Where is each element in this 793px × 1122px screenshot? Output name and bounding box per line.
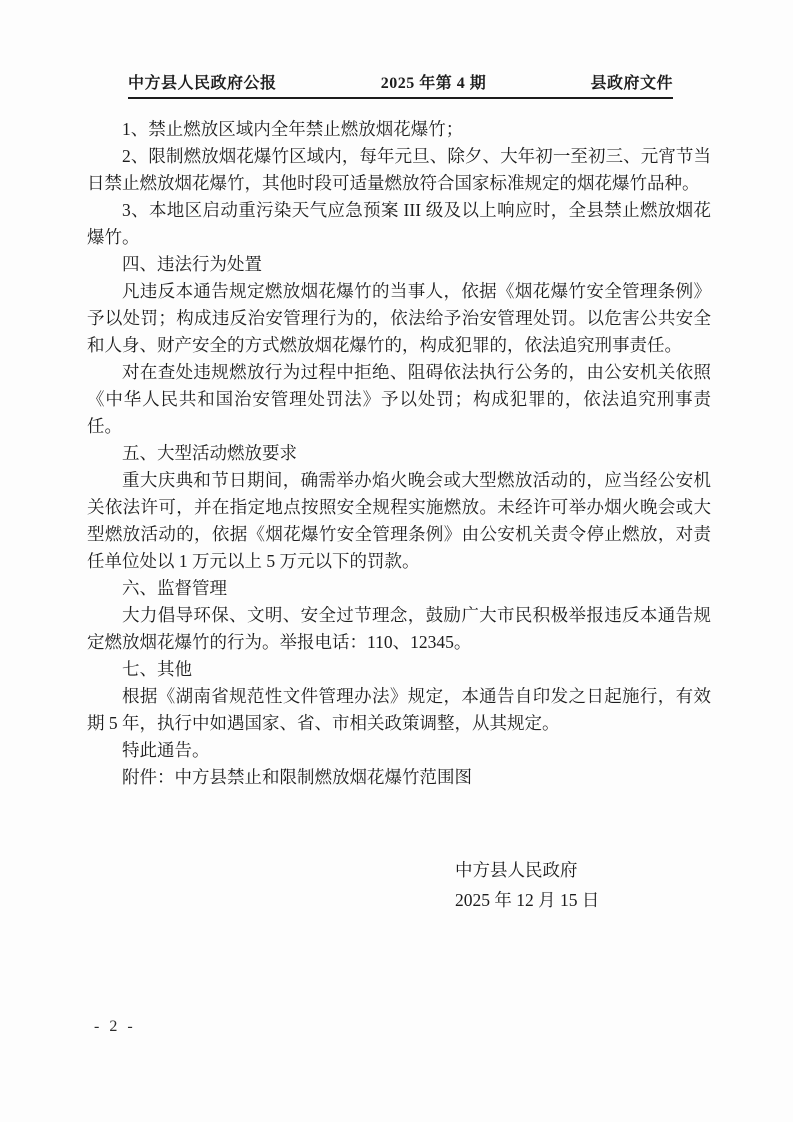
page-header — [128, 70, 673, 99]
signature-block — [455, 855, 711, 915]
section-heading: 五、大型活动燃放要求 — [122, 443, 297, 463]
list-item: 1、禁止燃放区域内全年禁止燃放烟花爆竹； — [122, 119, 464, 139]
closing-line: 特此通告。 — [122, 740, 210, 760]
paragraph: 凡违反本通告规定燃放烟花爆竹的当事人，依据《烟花爆竹安全管理条例》予以处罚；构成违反治安管理行为的，依法给予治安管理处罚。以危害公共安全和人身、财产安全的方式燃放烟花爆竹的，构成犯罪的，依法追究刑事责任。 — [87, 281, 711, 355]
list-item: 2、限制燃放烟花爆竹区域内，每年元旦、除夕、大年初一至初三、元宵节当日禁止燃放烟花爆竹，其他时段可适量燃放符合国家标准规定的烟花爆竹品种。 — [87, 146, 711, 193]
section-heading: 四、违法行为处置 — [122, 254, 262, 274]
header-gazette-title: 中方县人民政府公报 — [128, 75, 277, 92]
paragraph: 大力倡导环保、文明、安全过节理念，鼓励广大市民积极举报违反本通告规定燃放烟花爆竹的行为。举报电话：110、12345。 — [87, 605, 711, 652]
signature-date: 2025 年 12 月 15 日 — [455, 890, 600, 910]
paragraph: 对在查处违规燃放行为过程中拒绝、阻碍依法执行公务的，由公安机关依照《中华人民共和国治安管理处罚法》予以处罚；构成犯罪的，依法追究刑事责任。 — [87, 362, 711, 436]
signature-issuer: 中方县人民政府 — [455, 860, 578, 880]
page-number: - 2 - — [94, 1018, 136, 1035]
header-document-category: 县政府文件 — [590, 75, 673, 92]
document-body — [87, 116, 711, 915]
header-issue-number: 2025 年第 4 期 — [380, 75, 487, 92]
section-heading: 六、监督管理 — [122, 578, 227, 598]
paragraph: 根据《湖南省规范性文件管理办法》规定，本通告自印发之日起施行，有效期 5 年，执行中如遇国家、省、市相关政策调整，从其规定。 — [87, 686, 711, 733]
attachment-note: 附件：中方县禁止和限制燃放烟花爆竹范围图 — [122, 767, 472, 787]
paragraph: 重大庆典和节日期间，确需举办焰火晚会或大型燃放活动的，应当经公安机关依法许可，并在指定地点按照安全规程实施燃放。未经许可举办烟火晚会或大型燃放活动的，依据《烟花爆竹安全管理条例》由公安机关责令停止燃放，对责任单位处以 1 万元以上 5 万元以下的罚款。 — [87, 470, 711, 571]
list-item: 3、本地区启动重污染天气应急预案 III 级及以上响应时，全县禁止燃放烟花爆竹。 — [87, 200, 711, 247]
section-heading: 七、其他 — [122, 659, 192, 679]
